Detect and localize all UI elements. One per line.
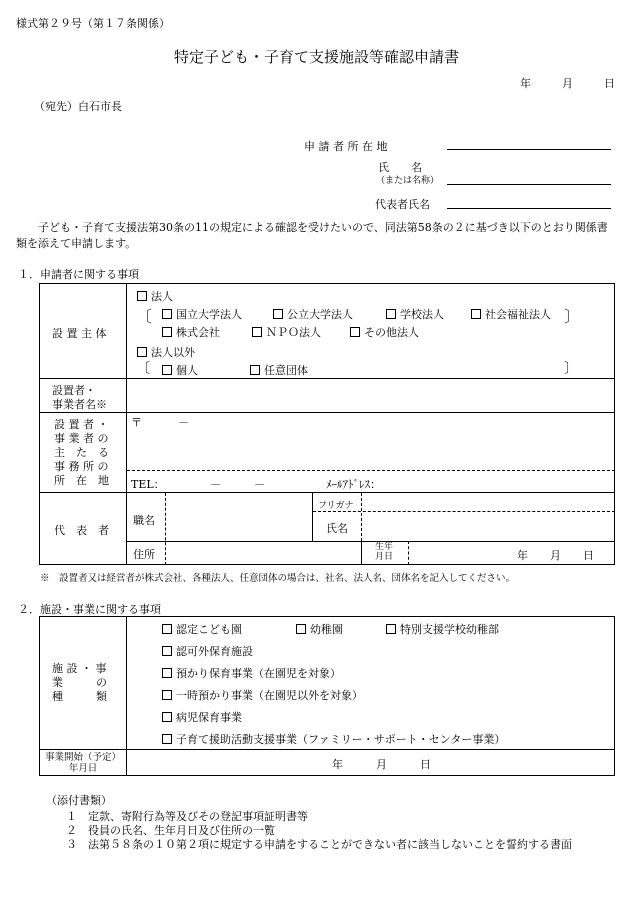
checkbox[interactable]	[296, 624, 306, 634]
checkbox[interactable]	[162, 734, 172, 744]
checkbox[interactable]	[273, 309, 283, 319]
office-label-line: 設 置 者 ・	[54, 418, 109, 431]
option-social-welfare[interactable]	[471, 306, 551, 322]
tel-dashes: － －	[210, 478, 265, 491]
option-label: 幼稚園	[310, 623, 343, 636]
business-name-label-2: 事業者名※	[52, 398, 107, 411]
facility-type-label-line: 施 設 ・ 事	[52, 662, 107, 675]
email-label: ﾒｰﾙｱﾄﾞﾚｽ：	[326, 478, 381, 491]
office-label-line: 所 在 地	[54, 474, 109, 487]
option-special-school[interactable]	[386, 621, 499, 637]
office-label-line: 主 た る	[54, 446, 109, 459]
table-divider	[39, 749, 615, 750]
applicant-name-field[interactable]	[447, 184, 611, 185]
address-label: 住所	[133, 548, 155, 561]
option-label: 子育て援助活動支援事業（ファミリー・サポート・センター事業）	[176, 733, 506, 746]
checkbox[interactable]	[471, 309, 481, 319]
attachment-item: ２ 役員の氏名、生年月日及び住所の一覧	[66, 824, 275, 837]
section2-heading: ２．施設・事業に関する事項	[18, 603, 161, 616]
dashed-divider	[361, 493, 362, 541]
checkbox[interactable]	[162, 327, 172, 337]
dashed-divider	[127, 470, 615, 471]
office-label-line: 事 務 所 の	[54, 460, 109, 473]
attachment-item: １ 定款、寄附行為等及びその登記事項証明書等	[66, 810, 308, 823]
job-title-label: 職名	[133, 514, 155, 527]
date-month-label: 月	[562, 77, 573, 90]
checkbox[interactable]	[386, 309, 396, 319]
table-divider	[39, 412, 615, 413]
bracket-right: 〕	[564, 361, 578, 377]
start-date-value: 年 月 日	[332, 758, 431, 771]
checkbox[interactable]	[162, 712, 172, 722]
option-label: 社会福祉法人	[485, 308, 551, 321]
table-divider	[39, 492, 615, 493]
noncorp-label: 法人以外	[151, 346, 195, 359]
option-kindergarten[interactable]	[296, 621, 343, 637]
birth-label-line: 月日	[375, 552, 394, 562]
option-sick-child-care[interactable]	[162, 709, 242, 725]
dashed-divider	[408, 541, 409, 565]
option-unlicensed-care[interactable]	[162, 643, 253, 659]
option-label: その他法人	[364, 326, 419, 339]
option-label: 預かり保育事業（在園児を対象）	[176, 667, 341, 680]
checkbox[interactable]	[162, 668, 172, 678]
section1-note: ※ 設置者又は経営者が株式会社、各種法人、任意団体の場合は、社名、法人名、団体名を記入してください。	[40, 573, 516, 584]
checkbox[interactable]	[162, 309, 172, 319]
checkbox[interactable]	[250, 365, 260, 375]
birth-label-line: 生年	[375, 542, 394, 552]
applicant-rep-field[interactable]	[447, 208, 611, 209]
option-family-support[interactable]	[162, 731, 505, 747]
table-divider	[361, 541, 362, 565]
option-npo[interactable]	[252, 324, 321, 340]
office-label	[54, 418, 109, 488]
option-temporary-care[interactable]	[162, 687, 363, 703]
business-name-field[interactable]	[128, 380, 612, 410]
attachments-heading: （添付書類）	[46, 794, 112, 807]
birth-date: 年 月 日	[517, 549, 594, 562]
option-label: 任意団体	[264, 364, 308, 377]
table-divider	[126, 283, 127, 565]
option-label: 病児保育事業	[176, 711, 242, 724]
rep-name-label: 氏名	[326, 522, 348, 535]
option-label: 国立大学法人	[176, 308, 242, 321]
postal-dash: －	[178, 416, 189, 429]
option-label: 個人	[176, 364, 198, 377]
attachment-item: ３ 法第５８条の１０第２項に規定する申請をすることができない者に該当しないことを誓約する書面	[66, 838, 572, 851]
applicant-name-sub: （または名称）	[376, 176, 440, 186]
applicant-address-field[interactable]	[447, 149, 611, 150]
option-extended-care[interactable]	[162, 665, 341, 681]
option-label: 一時預かり事業（在園児以外を対象）	[176, 689, 363, 702]
postal-mark: 〒	[131, 416, 142, 429]
start-date-label-line: 事業開始（予定）	[44, 752, 121, 763]
facility-type-label	[52, 662, 107, 704]
option-label: 学校法人	[400, 308, 444, 321]
option-label: 公立大学法人	[287, 308, 353, 321]
facility-type-label-line: 業 の	[52, 676, 107, 689]
checkbox[interactable]	[162, 646, 172, 656]
date-line	[520, 75, 615, 91]
checkbox[interactable]	[350, 327, 360, 337]
intro-text: 子ども・子育て支援法第30条の11の規定による確認を受けたいので、同法第58条の２に基づき以下のとおり関係書類を添えて申請します。	[16, 221, 608, 250]
office-label-line: 事 業 者 の	[54, 432, 109, 445]
option-label: 認可外保育施設	[176, 645, 253, 658]
rep-label: 代 表 者	[54, 524, 109, 537]
checkbox[interactable]	[162, 690, 172, 700]
option-school-corp[interactable]	[386, 306, 444, 322]
option-individual[interactable]	[162, 362, 198, 378]
option-national-univ[interactable]	[162, 306, 242, 322]
facility-type-label-line: 種 類	[52, 690, 107, 703]
bracket-left: 〔	[136, 361, 150, 377]
option-public-univ[interactable]	[273, 306, 353, 322]
page-title: 特定子ども・子育て支援施設等確認申請書	[174, 48, 460, 66]
applicant-name-label: 氏 名	[378, 161, 422, 174]
bracket-right: 〕	[564, 307, 581, 326]
dashed-divider	[165, 493, 166, 565]
table-divider	[312, 493, 313, 541]
bracket-left: 〔	[136, 307, 153, 326]
birth-label	[375, 542, 393, 562]
checkbox[interactable]	[386, 624, 396, 634]
applicant-address-label: 申 請 者 所 在 地	[304, 140, 388, 153]
applicant-rep-label: 代表者氏名	[375, 198, 430, 211]
table-divider	[39, 378, 615, 379]
business-name-label-1: 設置者・	[52, 384, 96, 397]
option-certified-center[interactable]	[162, 621, 242, 637]
checkbox[interactable]	[137, 291, 147, 301]
addressee: （宛先）白石市長	[34, 100, 122, 113]
option-label: 認定こども園	[176, 623, 242, 636]
date-day-label: 日	[604, 77, 615, 90]
start-date-label-line: 年月日	[68, 763, 98, 774]
option-other-corp[interactable]	[350, 324, 419, 340]
form-number: 様式第２９号（第１７条関係）	[16, 17, 170, 30]
table-divider	[126, 616, 127, 776]
tel-label: TEL：	[131, 478, 165, 491]
option-label: 株式会社	[176, 326, 220, 339]
option-label: ＮＰＯ法人	[266, 326, 321, 339]
section1-heading: １．申請者に関する事項	[18, 268, 139, 281]
furigana-label: フリガナ	[318, 501, 354, 511]
option-label: 特別支援学校幼稚部	[400, 623, 499, 636]
date-year-label: 年	[520, 77, 531, 90]
dashed-divider	[313, 511, 615, 512]
checkbox[interactable]	[252, 327, 262, 337]
corp-label: 法人	[151, 290, 173, 303]
table-divider	[127, 541, 615, 542]
establisher-label: 設 置 主 体	[52, 327, 107, 340]
option-voluntary-group[interactable]	[250, 362, 308, 378]
checkbox[interactable]	[162, 365, 172, 375]
checkbox[interactable]	[137, 347, 147, 357]
option-stock-company[interactable]	[162, 324, 220, 340]
start-date-label	[43, 752, 123, 774]
checkbox[interactable]	[162, 624, 172, 634]
corp-option[interactable]	[137, 288, 173, 304]
